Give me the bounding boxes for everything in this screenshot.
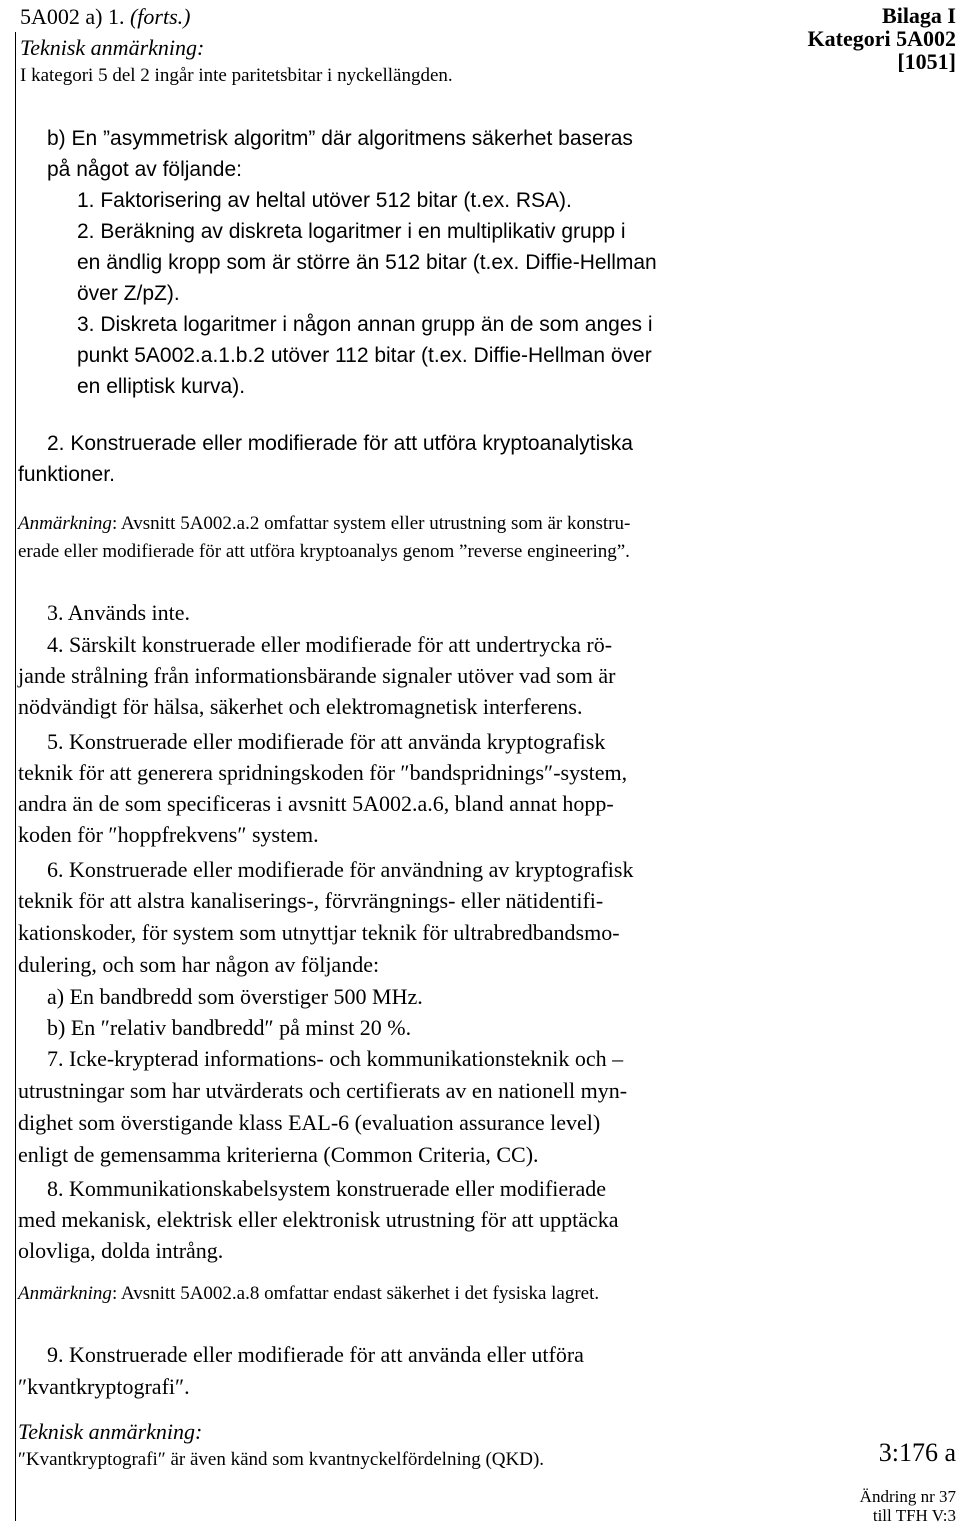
section-b-line-4: 2. Beräkning av diskreta logaritmer i en multiplikativ grupp i — [77, 220, 626, 243]
note-a2-line-1 — [18, 510, 630, 537]
note-a8-label: Anmärkning — [18, 1283, 112, 1304]
item-7-line-1: 7. Icke-krypterad informations- och kommunikationsteknik och – — [47, 1046, 624, 1071]
section-ref-main: 5A002 a) 1. — [20, 4, 130, 29]
item-2-line-2: funktioner. — [18, 463, 115, 486]
note-a2-text-1: : Avsnitt 5A002.a.2 omfattar system eller utrustning som är konstru- — [111, 513, 631, 534]
item-7-line-2: utrustningar som har utvärderats och certifierats av en nationell myn- — [18, 1078, 628, 1103]
section-b-line-1: b) En ”asymmetrisk algoritm” där algoritmens säkerhet baseras — [47, 127, 633, 150]
item-5-line-2: teknik för att generera spridningskoden för ″bandspridnings″-system, — [18, 760, 628, 785]
item-6-sub-a: a) En bandbredd som överstiger 500 MHz. — [47, 984, 423, 1009]
item-4-line-3: nödvändigt för hälsa, säkerhet och elektromagnetisk interferens. — [18, 694, 583, 719]
item-5-line-3: andra än de som specificeras i avsnitt 5A002.a.6, bland annat hopp- — [18, 791, 614, 816]
item-2-line-1: 2. Konstruerade eller modifierade för att utföra kryptoanalytiska — [47, 432, 633, 455]
item-8-line-2: med mekanisk, elektrisk eller elektronisk utrustning för att upptäcka — [18, 1207, 619, 1232]
note-a8-text: : Avsnitt 5A002.a.8 omfattar endast säkerhet i det fysiska lagret. — [111, 1283, 600, 1304]
footer-tech-note-label: Teknisk anmärkning: — [18, 1419, 203, 1444]
item-4-line-2: jande strålning från informationsbärande signaler utöver vad som är — [18, 663, 616, 688]
item-3: 3. Används inte. — [47, 600, 190, 625]
item-6-line-1: 6. Konstruerade eller modifierade för användning av kryptografisk — [47, 857, 634, 882]
annex-page-ref: [1051] — [897, 49, 956, 74]
section-b-line-2: på något av följande: — [47, 158, 242, 181]
section-b-line-6: över Z/pZ). — [77, 282, 180, 305]
page-number: 3:176 a — [878, 1438, 956, 1467]
section-reference — [20, 4, 190, 30]
amendment-info — [860, 1487, 956, 1525]
item-5-line-1: 5. Konstruerade eller modifierade för att använda kryptografisk — [47, 729, 606, 754]
section-ref-cont: (forts.) — [129, 4, 191, 29]
item-6-line-3: kationskoder, för system som utnyttjar teknik för ultrabredbandsmo- — [18, 920, 620, 945]
item-8-line-1: 8. Kommunikationskabelsystem konstruerade eller modifierade — [47, 1176, 607, 1201]
item-4-line-1: 4. Särskilt konstruerade eller modifierade för att undertrycka rö- — [47, 632, 613, 657]
section-b-line-7: 3. Diskreta logaritmer i någon annan grupp än de som anges i — [77, 313, 653, 336]
amendment-line-2: till TFH V:3 — [872, 1506, 956, 1525]
section-b-line-9: en elliptisk kurva). — [77, 375, 246, 398]
note-a2-line-2: erade eller modifierade för att utföra kryptoanalys genom ”reverse engineering”. — [18, 541, 630, 562]
item-6-line-2: teknik för att alstra kanaliserings-, förvrängnings- eller nätidentifi- — [18, 888, 604, 913]
section-b-line-8: punkt 5A002.a.1.b.2 utöver 112 bitar (t.ex. Diffie-Hellman över — [77, 344, 652, 367]
annex-header — [808, 4, 956, 73]
item-6-sub-b: b) En ″relativ bandbredd″ på minst 20 %. — [47, 1015, 412, 1040]
annex-title: Bilaga I — [882, 3, 956, 28]
amendment-line-1: Ändring nr 37 — [859, 1487, 956, 1506]
footer-tech-note-text: ″Kvantkryptografi″ är även känd som kvantnyckelfördelning (QKD). — [18, 1449, 545, 1470]
item-7-line-4: enligt de gemensamma kriterierna (Common Criteria, CC). — [18, 1142, 539, 1167]
annex-category: Kategori 5A002 — [807, 26, 956, 51]
item-9-line-2: ″kvantkryptografi″. — [18, 1374, 190, 1399]
note-a8 — [18, 1280, 599, 1307]
left-margin-rule — [15, 32, 16, 1521]
item-6-line-4: dulering, och som har någon av följande: — [18, 952, 380, 977]
tech-note-text: I kategori 5 del 2 ingår inte paritetsbitar i nyckellängden. — [20, 65, 453, 86]
note-a2-label: Anmärkning — [18, 513, 112, 534]
section-b-line-3: 1. Faktorisering av heltal utöver 512 bitar (t.ex. RSA). — [77, 189, 572, 212]
item-9-line-1: 9. Konstruerade eller modifierade för att använda eller utföra — [47, 1342, 584, 1367]
section-b-line-5: en ändlig kropp som är större än 512 bitar (t.ex. Diffie-Hellman — [77, 251, 657, 274]
item-8-line-3: olovliga, dolda intrång. — [18, 1238, 224, 1263]
item-5-line-4: koden för ″hoppfrekvens″ system. — [18, 822, 319, 847]
item-7-line-3: dighet som överstigande klass EAL-6 (evaluation assurance level) — [18, 1110, 601, 1135]
tech-note-label: Teknisk anmärkning: — [20, 35, 205, 60]
